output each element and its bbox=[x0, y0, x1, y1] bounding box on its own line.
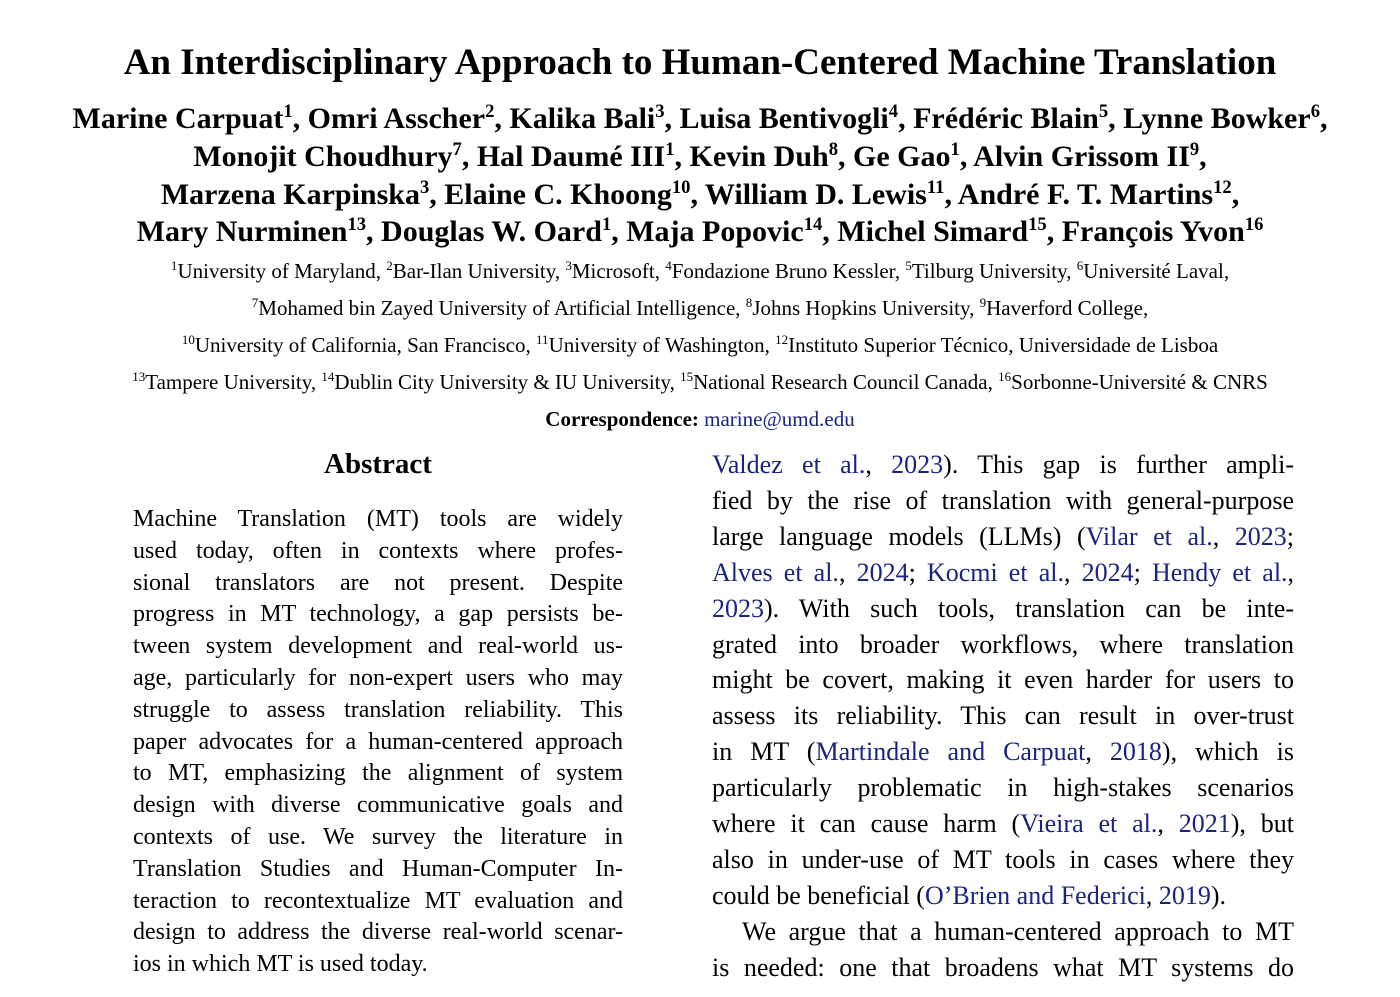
author-affiliation-mark: 6 bbox=[1310, 101, 1320, 122]
body-text: grated into broader workflows, where translation bbox=[712, 629, 1294, 659]
body-text: , bbox=[1212, 521, 1235, 551]
abstract-line: Translation Studies and Human-Computer In- bbox=[133, 855, 623, 882]
author-line: Marine Carpuat$^1$, Omri Asscher$^2$, Kalika Bali$^3$, Luisa Bentivogli$^4$, Frédéric Blain$^5$, Lynne Bowker$^6$, bbox=[72, 101, 1328, 135]
affiliation-name: Sorbonne-Université & CNRS bbox=[1011, 370, 1268, 394]
affiliation-mark: 10 bbox=[181, 332, 195, 347]
author-name: Frédéric Blain bbox=[913, 102, 1099, 135]
author-line: Monojit Choudhury$^7$, Hal Daumé III$^1$, Kevin Duh$^8$, Ge Gao$^1$, Alvin Grissom $II^9$, bbox=[193, 139, 1207, 173]
correspondence-email-link[interactable]: marine@umd.edu bbox=[704, 407, 855, 431]
body-text: ), but bbox=[1230, 809, 1294, 838]
affiliation-mark: 12 bbox=[775, 332, 789, 347]
body-text: also in under-use of MT tools in cases where they bbox=[712, 844, 1294, 874]
body-text: could be beneficial ( bbox=[712, 880, 925, 910]
citation-link[interactable]: 2018 bbox=[1109, 737, 1162, 767]
author-affiliation-mark: 5 bbox=[1098, 101, 1109, 122]
affiliation-mark: 4 bbox=[665, 258, 672, 273]
author-affiliation-mark: 3 bbox=[419, 177, 430, 198]
body-text: might be covert, making it even harder for users to bbox=[712, 665, 1294, 695]
citation-link[interactable]: 2024 bbox=[856, 557, 909, 587]
body-text: , bbox=[1145, 880, 1159, 910]
author-affiliation-mark: 1 bbox=[601, 214, 612, 235]
author-affiliation-mark: 4 bbox=[888, 101, 899, 122]
affiliation-name: Instituto Superior Técnico, Universidade de Lisboa bbox=[788, 333, 1219, 357]
author-name: Marine Carpuat bbox=[72, 102, 284, 135]
body-line bbox=[712, 734, 1294, 770]
author-name: Hal Daumé III bbox=[476, 140, 666, 173]
author-name: Alvin Grissom II bbox=[973, 140, 1190, 173]
body-line bbox=[712, 698, 1294, 734]
body-line bbox=[712, 842, 1294, 878]
abstract-line: paper advocates for a human-centered approach bbox=[133, 728, 623, 755]
affiliation-mark: 15 bbox=[680, 369, 694, 384]
author-affiliation-mark: 12 bbox=[1213, 177, 1232, 198]
affiliation-line: $^1$University of Maryland, $^2$Bar-Ilan University, $^3$Microsoft, $^4$Fondazione Bruno Kessler, $^5$Tilburg University, $^6$Université Laval, bbox=[170, 258, 1230, 283]
author-affiliation-mark: 10 bbox=[671, 177, 691, 198]
affiliation-mark: 11 bbox=[536, 332, 549, 347]
body-line bbox=[712, 806, 1294, 842]
author-name: Lynne Bowker bbox=[1123, 102, 1311, 135]
author-affiliation-mark: 1 bbox=[665, 139, 675, 160]
abstract-line: design with diverse communicative goals and bbox=[133, 792, 623, 819]
affiliation-name: Johns Hopkins University bbox=[752, 296, 970, 320]
abstract-line: used today, often in contexts where profes- bbox=[133, 537, 623, 564]
author-name: Omri Asscher bbox=[307, 102, 486, 135]
affiliation-name: Dublin City University & IU University bbox=[334, 370, 670, 394]
affiliation-mark: 7 bbox=[251, 295, 259, 310]
citation-link[interactable]: Martindale and Carpuat bbox=[815, 737, 1086, 767]
body-line bbox=[712, 483, 1294, 519]
abstract-line: struggle to assess translation reliability. This bbox=[133, 696, 623, 723]
body-text: ; bbox=[1286, 521, 1295, 551]
body-text: , bbox=[865, 450, 892, 479]
abstract-line: teraction to recontextualize MT evaluation and bbox=[133, 887, 623, 914]
citation-link[interactable]: Hendy et al. bbox=[1151, 557, 1288, 587]
abstract-line: age, particularly for non-expert users who may bbox=[133, 665, 623, 691]
affiliation-name: Université Laval bbox=[1083, 259, 1224, 283]
body-line bbox=[712, 662, 1294, 698]
affiliation-name: University of Washington bbox=[548, 333, 765, 357]
body-text: in MT ( bbox=[712, 737, 816, 767]
author-affiliation-mark: 11 bbox=[926, 177, 945, 198]
author-name: Monojit Choudhury bbox=[193, 140, 453, 173]
body-text: , bbox=[1085, 737, 1110, 767]
affiliation-name: University of California, San Francisco bbox=[194, 333, 526, 357]
abstract-line: to MT, emphasizing the alignment of system bbox=[133, 760, 623, 787]
citation-link[interactable]: Vieira et al. bbox=[1020, 809, 1158, 838]
body-text: , bbox=[1063, 557, 1082, 587]
body-line bbox=[712, 591, 1294, 627]
author-affiliation-mark: 3 bbox=[655, 101, 665, 122]
citation-link[interactable]: 2021 bbox=[1178, 809, 1231, 838]
affiliation-name: Tilburg University bbox=[911, 259, 1067, 283]
body-text: ). bbox=[1210, 880, 1227, 910]
body-line bbox=[712, 447, 1294, 483]
paper-title: An Interdisciplinary Approach to Human-Centered Machine Translation bbox=[123, 42, 1277, 83]
citation-link[interactable]: O’Brien and Federici bbox=[924, 880, 1146, 910]
body-text: , bbox=[1287, 557, 1295, 587]
author-name: François Yvon bbox=[1061, 215, 1245, 248]
author-name: Maja Popovic bbox=[626, 215, 804, 248]
body-line bbox=[712, 770, 1294, 806]
body-text: particularly problematic in high-stakes scenarios bbox=[712, 773, 1294, 803]
author-affiliation-mark: 1 bbox=[950, 139, 960, 160]
author-name: Luisa Bentivogli bbox=[679, 102, 889, 135]
author-name: Michel Simard bbox=[837, 215, 1029, 248]
affiliation-mark: 3 bbox=[565, 258, 572, 273]
citation-link[interactable]: 2019 bbox=[1158, 880, 1211, 910]
author-name: Kalika Bali bbox=[509, 102, 656, 135]
author-name: Marzena Karpinska bbox=[160, 178, 420, 211]
correspondence-label: Correspondence: bbox=[545, 407, 699, 431]
author-affiliation-mark: 7 bbox=[452, 139, 462, 160]
abstract-line: contexts of use. We survey the literature in bbox=[133, 824, 623, 850]
citation-link[interactable]: 2023 bbox=[1234, 521, 1287, 551]
body-text: fied by the rise of translation with general-purpose bbox=[712, 485, 1294, 515]
body-text: ; bbox=[1133, 557, 1152, 587]
citation-link[interactable]: Vilar et al. bbox=[1085, 521, 1213, 551]
affiliation-mark: 14 bbox=[321, 369, 335, 384]
citation-link[interactable]: Alves et al. bbox=[712, 557, 839, 587]
author-affiliation-mark: 15 bbox=[1028, 214, 1047, 235]
citation-link[interactable]: Valdez et al. bbox=[712, 450, 866, 479]
correspondence bbox=[0, 404, 1400, 434]
affiliation-mark: 16 bbox=[998, 369, 1012, 384]
citation-link[interactable]: 2024 bbox=[1081, 557, 1134, 587]
affiliation-name: Fondazione Bruno Kessler bbox=[671, 259, 895, 283]
author-line: Mary Nurminen$^{13}$, Douglas W. Oard$^1$, Maja Popovic$^{14}$, Michel Simard$^{15}$, François Yvon$^{16}$ bbox=[136, 214, 1264, 248]
author-affiliation-mark: 8 bbox=[828, 139, 839, 160]
affiliation-name: Microsoft bbox=[571, 259, 655, 283]
affiliation-mark: 13 bbox=[132, 369, 146, 384]
affiliation-name: Bar-Ilan University bbox=[392, 259, 555, 283]
body-line bbox=[712, 555, 1294, 591]
affiliation-mark: 5 bbox=[905, 258, 912, 273]
author-affiliation-mark: 2 bbox=[485, 101, 495, 122]
author-affiliation-mark: 1 bbox=[283, 101, 293, 122]
author-name: Kevin Duh bbox=[689, 140, 829, 173]
affiliation-mark: 2 bbox=[386, 258, 393, 273]
affiliation-line: $^7$Mohamed bin Zayed University of Artificial Intelligence, $^8$Johns Hopkins University, $^9$Haverford College, bbox=[251, 295, 1149, 320]
body-text: ). With such tools, translation can be inte- bbox=[764, 593, 1294, 623]
body-line bbox=[712, 519, 1294, 555]
author-name: Ge Gao bbox=[853, 140, 951, 173]
body-text: is needed: one that broadens what MT systems do bbox=[712, 952, 1294, 982]
citation-link[interactable]: Kocmi et al. bbox=[926, 557, 1064, 587]
body-text: , bbox=[838, 557, 857, 587]
author-name: André F. T. Martins bbox=[957, 178, 1214, 211]
body-text: ), which is bbox=[1161, 737, 1294, 767]
body-text: assess its reliability. This can result in over-trust bbox=[712, 701, 1294, 731]
affiliation-mark: 6 bbox=[1076, 258, 1084, 273]
body-line bbox=[712, 914, 1294, 950]
author-affiliation-mark: 13 bbox=[347, 214, 367, 235]
body-text: ). This gap is further ampli- bbox=[943, 450, 1295, 479]
affiliation-mark: 1 bbox=[170, 258, 178, 273]
author-affiliation-mark: 9 bbox=[1189, 139, 1200, 160]
body-line bbox=[712, 950, 1294, 986]
body-text: We argue that a human-centered approach to MT bbox=[742, 916, 1294, 946]
abstract-line: tween system development and real-world us- bbox=[133, 633, 623, 660]
affiliation-name: Mohamed bin Zayed University of Artificial Intelligence bbox=[258, 296, 736, 320]
abstract-line: progress in MT technology, a gap persists be- bbox=[133, 601, 623, 628]
affiliation-name: Tampere University bbox=[145, 370, 311, 394]
author-name: Douglas W. Oard bbox=[381, 215, 602, 248]
affiliation-line: $^{13}$Tampere University, $^{14}$Dublin City University & IU University, $^{15}$National Research Council Canada, $^{16}$Sorbonne-Université & CNRS bbox=[132, 369, 1268, 394]
body-text: ; bbox=[908, 557, 927, 587]
author-name: Elaine C. Khoong bbox=[444, 178, 672, 211]
body-line bbox=[712, 878, 1294, 914]
author-line: Marzena Karpinska$^3$, Elaine C. Khoong$^{10}$, William D. Lewis$^{11}$, André F. T. Martins$^{12}$, bbox=[160, 177, 1240, 211]
affiliation-line: $^{10}$University of California, San Francisco, $^{11}$University of Washington, $^{12}$Instituto Superior Técnico, Universidade de Lisboa bbox=[181, 332, 1219, 357]
author-name: William D. Lewis bbox=[704, 178, 927, 211]
affiliation-mark: 9 bbox=[979, 295, 987, 310]
abstract-line: sional translators are not present. Despite bbox=[133, 569, 623, 596]
abstract-heading: Abstract bbox=[324, 448, 432, 480]
affiliation-name: National Research Council Canada bbox=[693, 370, 988, 394]
author-name: Mary Nurminen bbox=[136, 215, 348, 248]
affiliation-name: University of Maryland bbox=[177, 259, 376, 283]
abstract-line: design to address the diverse real-world scenar- bbox=[133, 919, 623, 946]
author-affiliation-mark: 14 bbox=[803, 214, 823, 235]
body-text: where it can cause harm ( bbox=[712, 809, 1021, 838]
affiliation-name: Haverford College bbox=[986, 296, 1143, 320]
author-affiliation-mark: 16 bbox=[1244, 214, 1264, 235]
body-line bbox=[712, 627, 1294, 663]
citation-link[interactable]: 2023 bbox=[891, 450, 944, 479]
abstract-line: Machine Translation (MT) tools are widely bbox=[133, 506, 623, 532]
body-text: large language models (LLMs) ( bbox=[712, 521, 1086, 551]
affiliation-mark: 8 bbox=[745, 295, 753, 310]
abstract-line: ios in which MT is used today. bbox=[133, 951, 428, 978]
body-text: , bbox=[1157, 809, 1179, 838]
citation-link[interactable]: 2023 bbox=[712, 593, 764, 623]
